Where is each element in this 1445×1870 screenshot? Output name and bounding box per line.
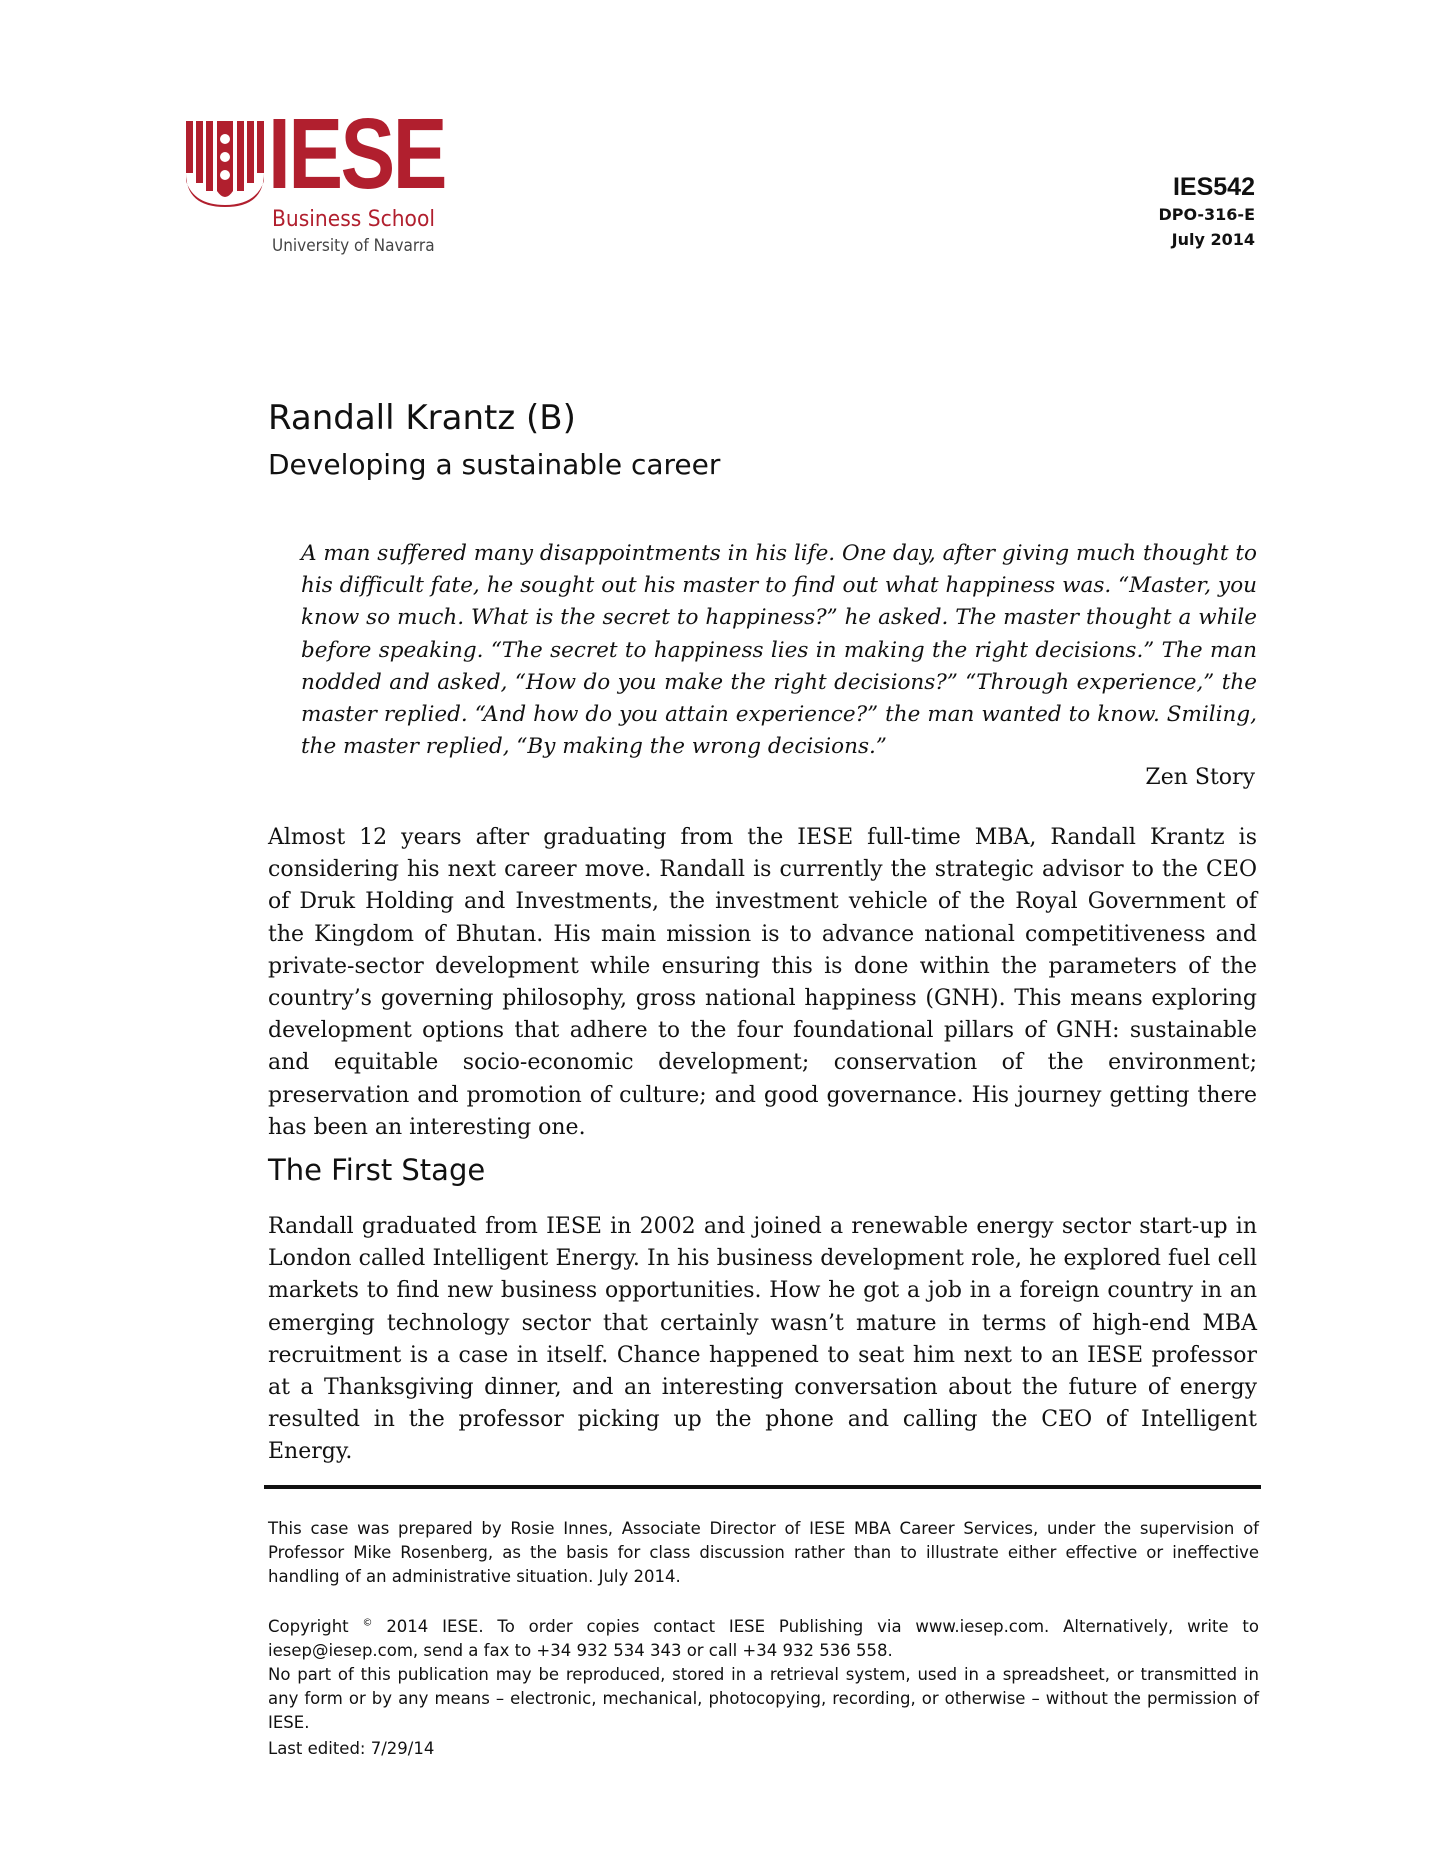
iese-logo (186, 98, 446, 258)
footer-last-edited: Last edited: 7/29/14 (268, 1739, 435, 1758)
copyright-text: 2014 IESE. To order copies contact IESE Publishing via www.iesep.com. Alternatively, write to iesep@iesep.com, send a fax to +34 932 534 343 or call +34 932 536 558. (268, 1617, 1259, 1661)
intro-paragraph: Almost 12 years after graduating from the IESE full-time MBA, Randall Krantz is considering his next career move. Randall is currently the strategic advisor to the CEO of Druk Holding and Investments, the investment vehicle of the Royal Government of the Kingdom of Bhutan. His main mission is to advance national competitiveness and private-sector development while ensuring this is done within the parameters of the country’s governing philosophy, gross national happiness (GNH). This means exploring development options that adhere to the four foundational pillars of GNH: sustainable and equitable socio-economic development; conservation of the environment; preservation and promotion of culture; and good governance. His journey getting there has been an interesting one. (268, 825, 1257, 1140)
section-paragraph: Randall graduated from IESE in 2002 and joined a renewable energy sector start-up in London called Intelligent Energy. In his business development role, he explored fuel cell markets to find new business opportunities. How he got a job in a foreign country in an emerging technology sector that certainly wasn’t mature in terms of high-end MBA recruitment is a case in itself. Chance happened to seat him next to an IESE professor at a Thanksgiving dinner, and an interesting conversation about the future of energy resulted in the professor picking up the phone and calling the CEO of Intelligent Energy. (268, 1214, 1257, 1465)
footer-copyright (268, 1615, 1259, 1663)
epigraph-quote: A man suffered many disappointments in his life. One day, after giving much thought to his difficult fate, he sought out his master to find out what happiness was. “Master, you know so much. What is the secret to happiness?” he asked. The master thought a while before speaking. “The secret to happiness lies in making the right decisions.” The man nodded and asked, “How do you make the right decisions?” “Through experience,” the master replied. “And how do you attain experience?” the man wanted to know. Smiling, the master replied, “By making the wrong decisions.” (301, 541, 1257, 760)
document-meta (1158, 172, 1255, 252)
footer-rights: No part of this publication may be reproduced, stored in a retrieval system, used in a spreadsheet, or transmitted in any form or by any means – electronic, mechanical, photocopying, recording, or otherwise – without the permission of IESE. (268, 1665, 1259, 1733)
document-date: July 2014 (1171, 230, 1255, 249)
copyright-label: Copyright (268, 1617, 349, 1636)
document-code: IES542 (1172, 173, 1255, 201)
document-reference: DPO-316-E (1158, 205, 1255, 224)
logo-university-name: University of Navarra (272, 236, 435, 256)
case-title: Randall Krantz (B) (268, 398, 576, 438)
logo-wordmark: IESE (268, 98, 446, 210)
footer-prepared-by: This case was prepared by Rosie Innes, Associate Director of IESE MBA Career Services, under the supervision of Professor Mike Rosenberg, as the basis for class discussion rather than to illustrate either effective or ineffective handling of an administrative situation. July 2014. (268, 1519, 1259, 1587)
iese-crest-icon (186, 121, 264, 207)
case-subtitle: Developing a sustainable career (268, 448, 721, 481)
epigraph-attribution: Zen Story (1145, 765, 1255, 790)
footer-divider (264, 1485, 1261, 1489)
logo-school-name: Business School (272, 206, 435, 232)
copyright-icon: © (362, 1617, 373, 1629)
section-heading: The First Stage (268, 1153, 486, 1187)
